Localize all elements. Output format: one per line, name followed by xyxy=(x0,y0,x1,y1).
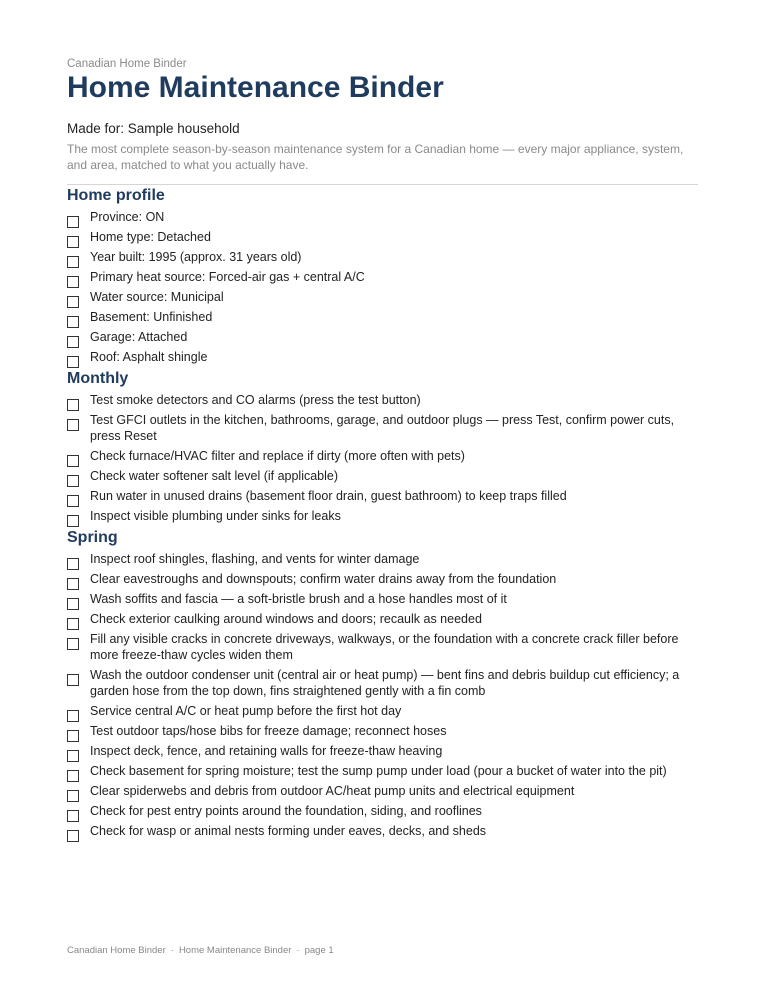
page-content xyxy=(67,57,698,843)
checkbox[interactable] xyxy=(67,216,79,228)
checklist-item xyxy=(67,763,698,779)
checklist-item xyxy=(67,412,698,444)
checklist-item xyxy=(67,823,698,839)
checklist-item-text: Year built: 1995 (approx. 31 years old) xyxy=(90,250,302,264)
checkbox[interactable] xyxy=(67,336,79,348)
checkbox[interactable] xyxy=(67,475,79,487)
checklist-item-text: Roof: Asphalt shingle xyxy=(90,350,208,364)
brand-label: Canadian Home Binder xyxy=(67,58,187,70)
checklist-item-text: Garage: Attached xyxy=(90,330,188,344)
checklist-item xyxy=(67,488,698,504)
checkbox[interactable] xyxy=(67,710,79,722)
checkbox[interactable] xyxy=(67,455,79,467)
checklist-item-text: Primary heat source: Forced-air gas + central A/C xyxy=(90,270,365,284)
checklist-item-text: Check exterior caulking around windows and doors; recaulk as needed xyxy=(90,612,482,626)
checkbox[interactable] xyxy=(67,750,79,762)
checklist-monthly xyxy=(67,392,698,524)
checkbox[interactable] xyxy=(67,296,79,308)
checklist-item xyxy=(67,289,698,305)
checkbox[interactable] xyxy=(67,316,79,328)
checklist-item xyxy=(67,591,698,607)
checklist-home-profile xyxy=(67,209,698,365)
checklist-item xyxy=(67,468,698,484)
checkbox[interactable] xyxy=(67,598,79,610)
footer-brand: Canadian Home Binder xyxy=(67,945,166,956)
section-title-spring: Spring xyxy=(67,529,118,546)
checklist-item xyxy=(67,448,698,464)
checkbox[interactable] xyxy=(67,256,79,268)
checklist-item-text: Home type: Detached xyxy=(90,230,211,244)
checklist-item-text: Check for wasp or animal nests forming under eaves, decks, and sheds xyxy=(90,824,487,838)
checkbox[interactable] xyxy=(67,236,79,248)
sections-container xyxy=(67,186,698,839)
checklist-item-text: Check basement for spring moisture; test the sump pump under load (pour a bucket of water into the pit) xyxy=(90,764,667,778)
checklist-item-text: Clear eavestroughs and downspouts; confirm water drains away from the foundation xyxy=(90,572,557,586)
checklist-item xyxy=(67,783,698,799)
checklist-item xyxy=(67,349,698,365)
page-title: Home Maintenance Binder xyxy=(67,71,444,104)
checklist-item-text: Test GFCI outlets in the kitchen, bathrooms, garage, and outdoor plugs — press Test, confirm power cuts, press Reset xyxy=(90,413,675,443)
checkbox[interactable] xyxy=(67,495,79,507)
checkbox[interactable] xyxy=(67,830,79,842)
checklist-item xyxy=(67,803,698,819)
checklist-item-text: Run water in unused drains (basement floor drain, guest bathroom) to keep traps filled xyxy=(90,489,567,503)
checklist-item xyxy=(67,269,698,285)
footer-page-number: page 1 xyxy=(304,945,334,956)
checklist-item-text: Inspect roof shingles, flashing, and vents for winter damage xyxy=(90,552,420,566)
checklist-item xyxy=(67,743,698,759)
footer-title: Home Maintenance Binder xyxy=(178,945,292,956)
checklist-item-text: Inspect deck, fence, and retaining walls for freeze-thaw heaving xyxy=(90,744,443,758)
checklist-item xyxy=(67,329,698,345)
checklist-item xyxy=(67,667,698,699)
checklist-item xyxy=(67,508,698,524)
checklist-item xyxy=(67,611,698,627)
checklist-item-text: Water source: Municipal xyxy=(90,290,224,304)
checklist-item-text: Service central A/C or heat pump before the first hot day xyxy=(90,704,402,718)
checkbox[interactable] xyxy=(67,730,79,742)
checkbox[interactable] xyxy=(67,558,79,570)
checkbox[interactable] xyxy=(67,810,79,822)
checkbox[interactable] xyxy=(67,618,79,630)
checkbox[interactable] xyxy=(67,638,79,650)
checklist-item-text: Check for pest entry points around the foundation, siding, and rooflines xyxy=(90,804,482,818)
checklist-item xyxy=(67,631,698,663)
checkbox[interactable] xyxy=(67,674,79,686)
checkbox[interactable] xyxy=(67,356,79,368)
header-divider xyxy=(67,184,698,185)
checklist-item-text: Check water softener salt level (if applicable) xyxy=(90,469,339,483)
checklist-item-text: Fill any visible cracks in concrete driveways, walkways, or the foundation with a concrete crack filler before more freeze-thaw cycles widen them xyxy=(90,632,679,662)
checklist-item xyxy=(67,229,698,245)
checklist-item-text: Wash the outdoor condenser unit (central air or heat pump) — bent fins and debris buildup cut efficiency; a garden hose from the top down, fins straightened gently with a fin comb xyxy=(90,668,680,698)
footer-separator: · xyxy=(296,945,300,956)
checkbox[interactable] xyxy=(67,276,79,288)
checkbox[interactable] xyxy=(67,419,79,431)
checklist-item xyxy=(67,571,698,587)
footer-separator: · xyxy=(170,945,174,956)
checkbox[interactable] xyxy=(67,770,79,782)
checklist-item-text: Test outdoor taps/hose bibs for freeze damage; reconnect hoses xyxy=(90,724,447,738)
checklist-item xyxy=(67,723,698,739)
checklist-item xyxy=(67,703,698,719)
checklist-item-text: Clear spiderwebs and debris from outdoor AC/heat pump units and electrical equipment xyxy=(90,784,575,798)
checklist-item-text: Check furnace/HVAC filter and replace if dirty (more often with pets) xyxy=(90,449,465,463)
checklist-item-text: Inspect visible plumbing under sinks for leaks xyxy=(90,509,341,523)
checklist-item-text: Province: ON xyxy=(90,210,165,224)
checklist-item-text: Test smoke detectors and CO alarms (press the test button) xyxy=(90,393,421,407)
checklist-item xyxy=(67,392,698,408)
checklist-item-text: Wash soffits and fascia — a soft-bristle brush and a hose handles most of it xyxy=(90,592,507,606)
checklist-item xyxy=(67,551,698,567)
page-footer xyxy=(67,945,334,957)
made-for-line: Made for: Sample household xyxy=(67,121,240,136)
section-title-monthly: Monthly xyxy=(67,370,129,387)
section-title-home-profile: Home profile xyxy=(67,187,165,204)
checkbox[interactable] xyxy=(67,578,79,590)
checkbox[interactable] xyxy=(67,399,79,411)
description: The most complete season-by-season maintenance system for a Canadian home — every major appliance, system, and area, matched to what you actually have. xyxy=(67,142,684,172)
checklist-item xyxy=(67,309,698,325)
checklist-spring xyxy=(67,551,698,839)
checklist-item xyxy=(67,249,698,265)
checklist-item xyxy=(67,209,698,225)
checklist-item-text: Basement: Unfinished xyxy=(90,310,213,324)
checkbox[interactable] xyxy=(67,790,79,802)
checkbox[interactable] xyxy=(67,515,79,527)
